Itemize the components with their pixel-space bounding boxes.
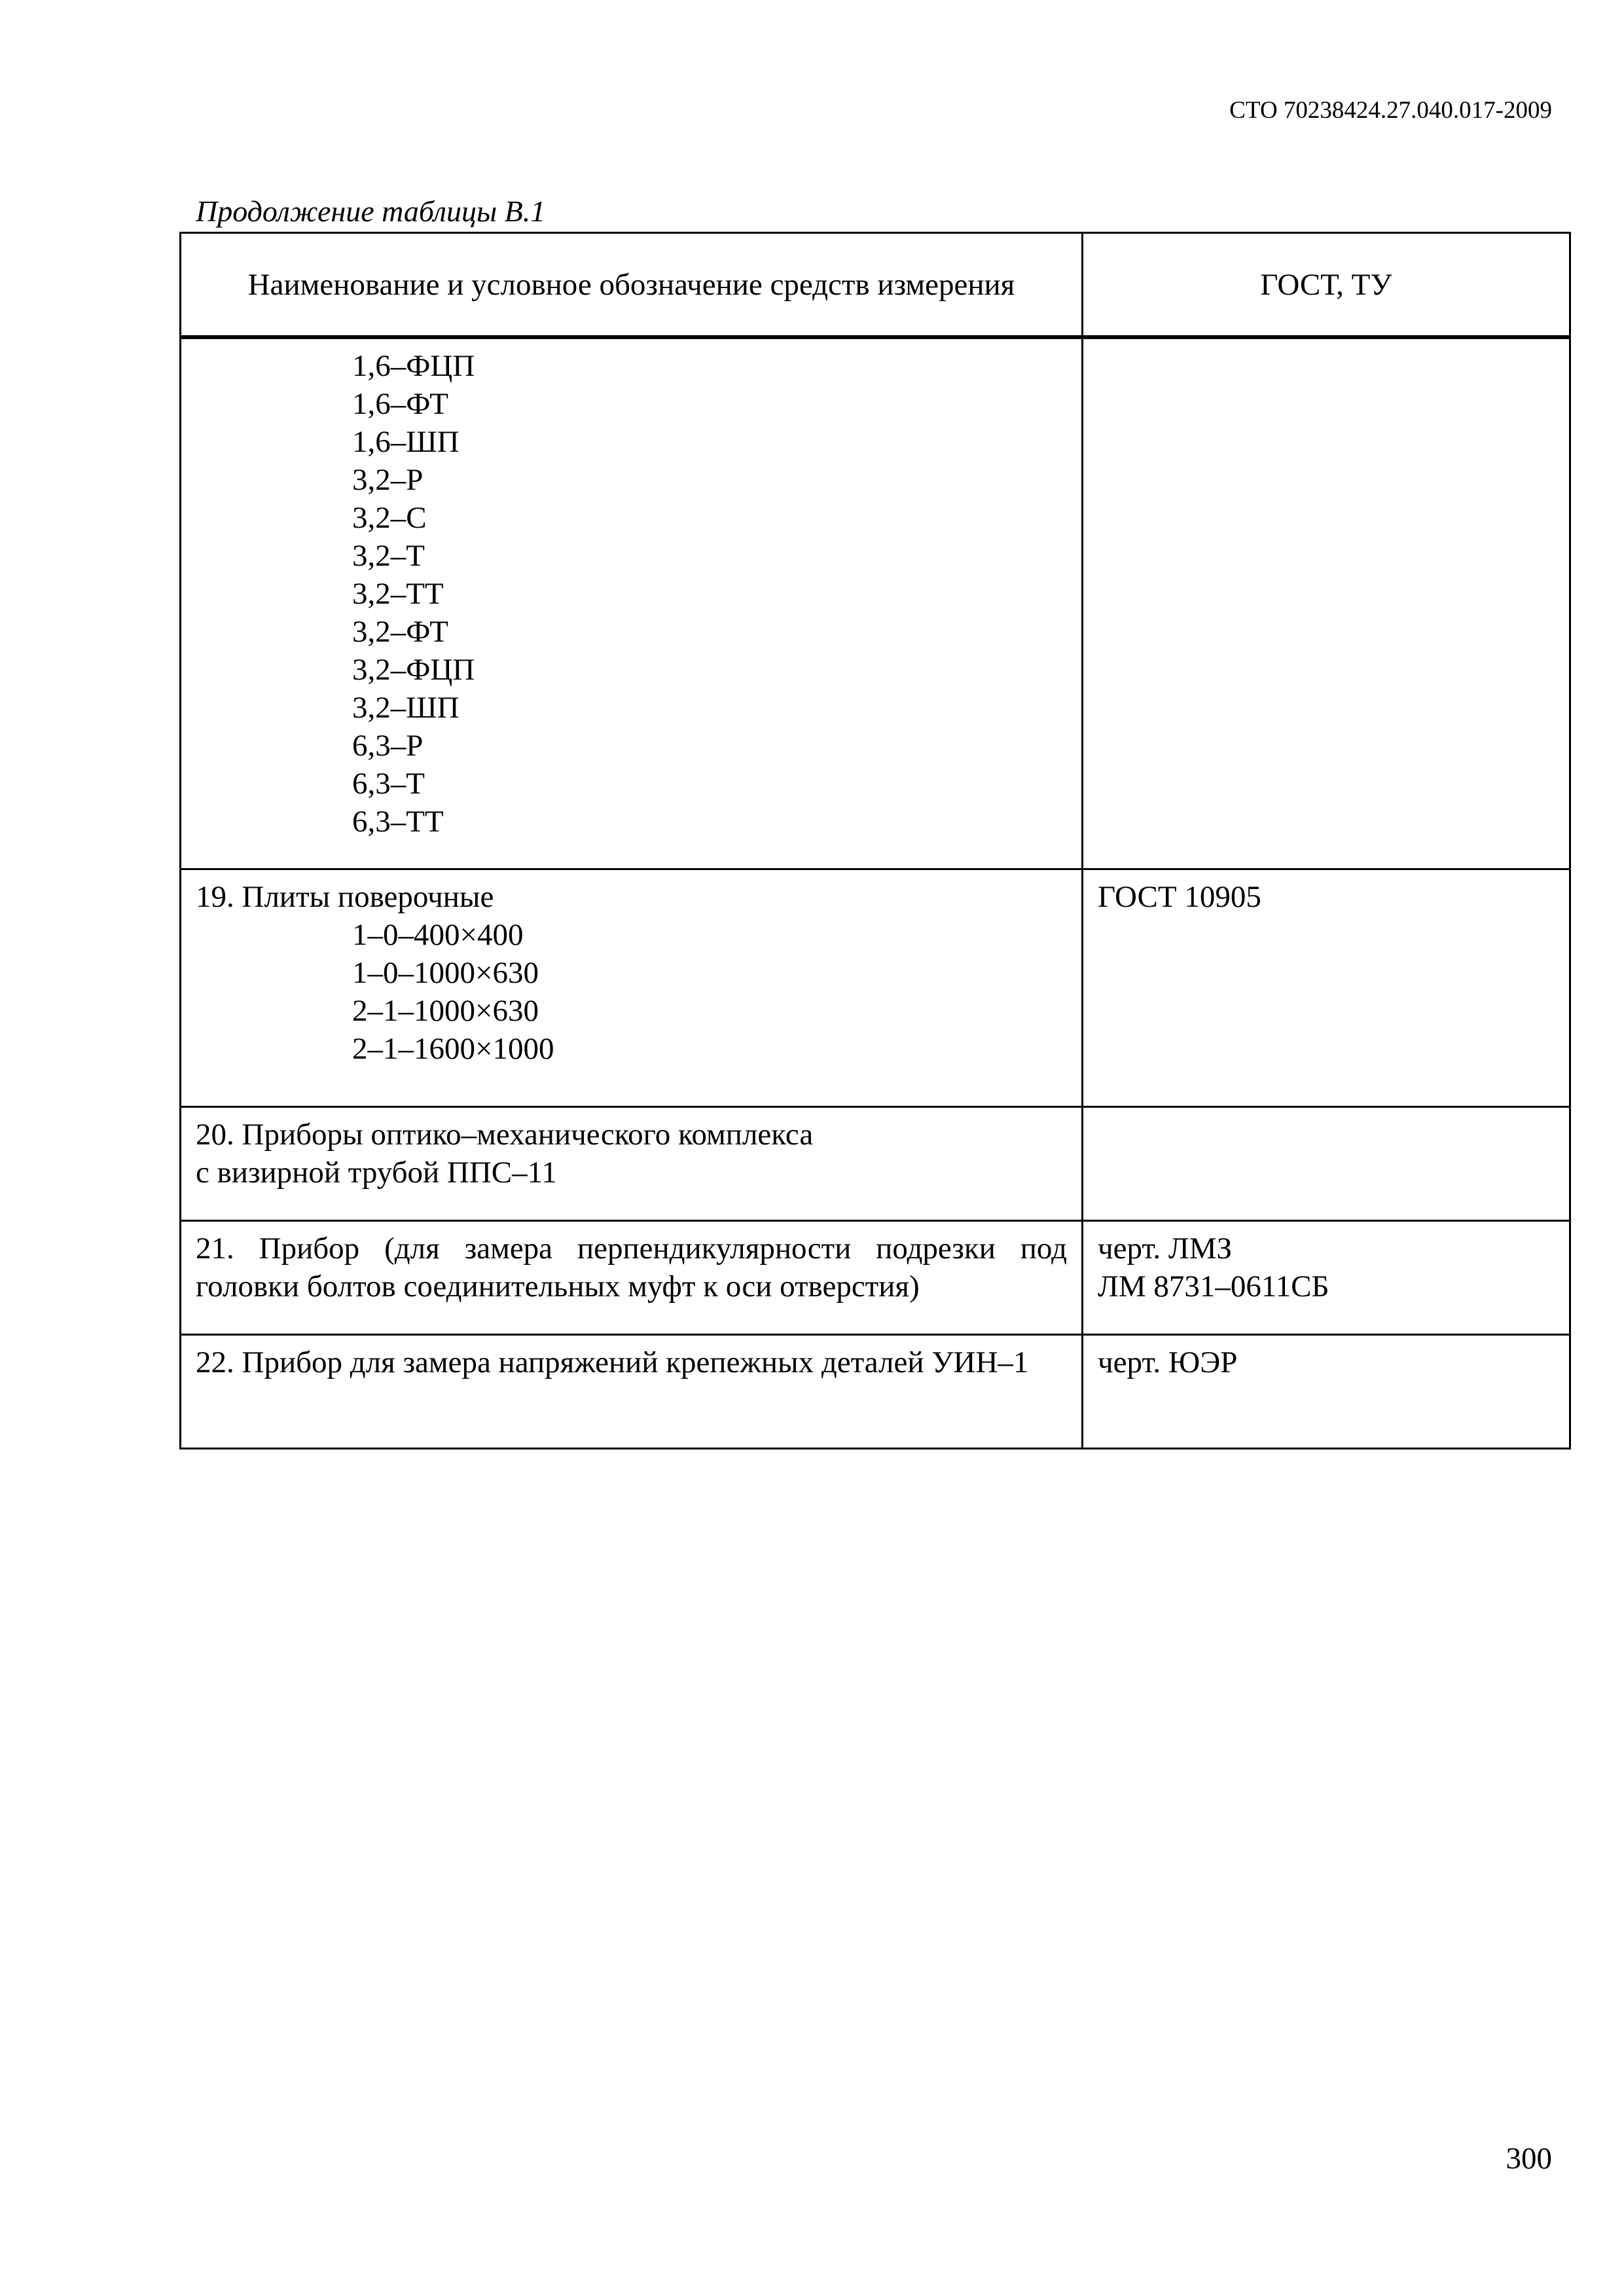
row-title: 22. Прибор для замера напряжений крепежных деталей УИН–1 [196,1345,1029,1379]
table-header-row [181,233,1570,338]
gost-cell [1083,1334,1570,1448]
list-item: 3,2–ФЦП [352,653,475,687]
instrument-cell [181,869,1083,1106]
header-instrument-name: Наименование и условное обозначение средств измерения [181,233,1083,338]
table-row [181,1334,1570,1448]
gost-cell [1083,1106,1570,1220]
instrument-cell [181,1220,1083,1334]
list-item: 1–0–1000×630 [352,955,539,990]
list-item: 3,2–ТТ [352,577,444,611]
list-item: 3,2–Р [352,463,424,497]
designation-list [196,916,1067,1068]
instrument-cell [181,337,1083,869]
row-title: 21. Прибор (для замера перпендикулярности подрезки под головки болтов соединительных муфт к оси отверстия) [196,1231,1067,1303]
gost-cell [1083,337,1570,869]
list-item: 3,2–Т [352,539,425,573]
list-item: 3,2–ШП [352,691,460,725]
gost-cell [1083,869,1570,1106]
row-title: 19. Плиты поверочные [196,879,494,914]
list-item: 2–1–1600×1000 [352,1031,554,1066]
list-item: 2–1–1000×630 [352,993,539,1028]
gost-value: черт. ЮЭР [1098,1345,1238,1379]
page-number: 300 [1506,2141,1552,2176]
list-item: 1–0–400×400 [352,917,524,952]
list-item: 6,3–Т [352,767,425,801]
instrument-cell [181,1334,1083,1448]
gost-value: ЛМ 8731–0611СБ [1098,1269,1329,1303]
list-item: 6,3–Р [352,729,424,763]
document-code: СТО 70238424.27.040.017-2009 [1229,97,1552,124]
row-title: 20. Приборы оптико–механического комплекса [196,1117,814,1152]
table-caption: Продолжение таблицы В.1 [196,194,546,228]
list-item: 1,6–ФЦП [352,349,475,383]
list-item: 3,2–ФТ [352,615,448,649]
row-title-continuation: с визирной трубой ППС–11 [196,1155,557,1190]
gost-value: черт. ЛМЗ [1098,1231,1233,1266]
list-item: 3,2–С [352,501,427,535]
gost-cell [1083,1220,1570,1334]
list-item: 1,6–ФТ [352,387,448,421]
table-row [181,869,1570,1106]
list-item: 6,3–ТТ [352,805,444,839]
table-row [181,1106,1570,1220]
gost-value: ГОСТ 10905 [1098,879,1261,914]
header-gost: ГОСТ, ТУ [1083,233,1570,338]
table-row [181,337,1570,869]
designation-list [196,347,1067,841]
measuring-instruments-table [179,232,1571,1449]
table-row [181,1220,1570,1334]
instrument-cell [181,1106,1083,1220]
list-item: 1,6–ШП [352,425,460,459]
